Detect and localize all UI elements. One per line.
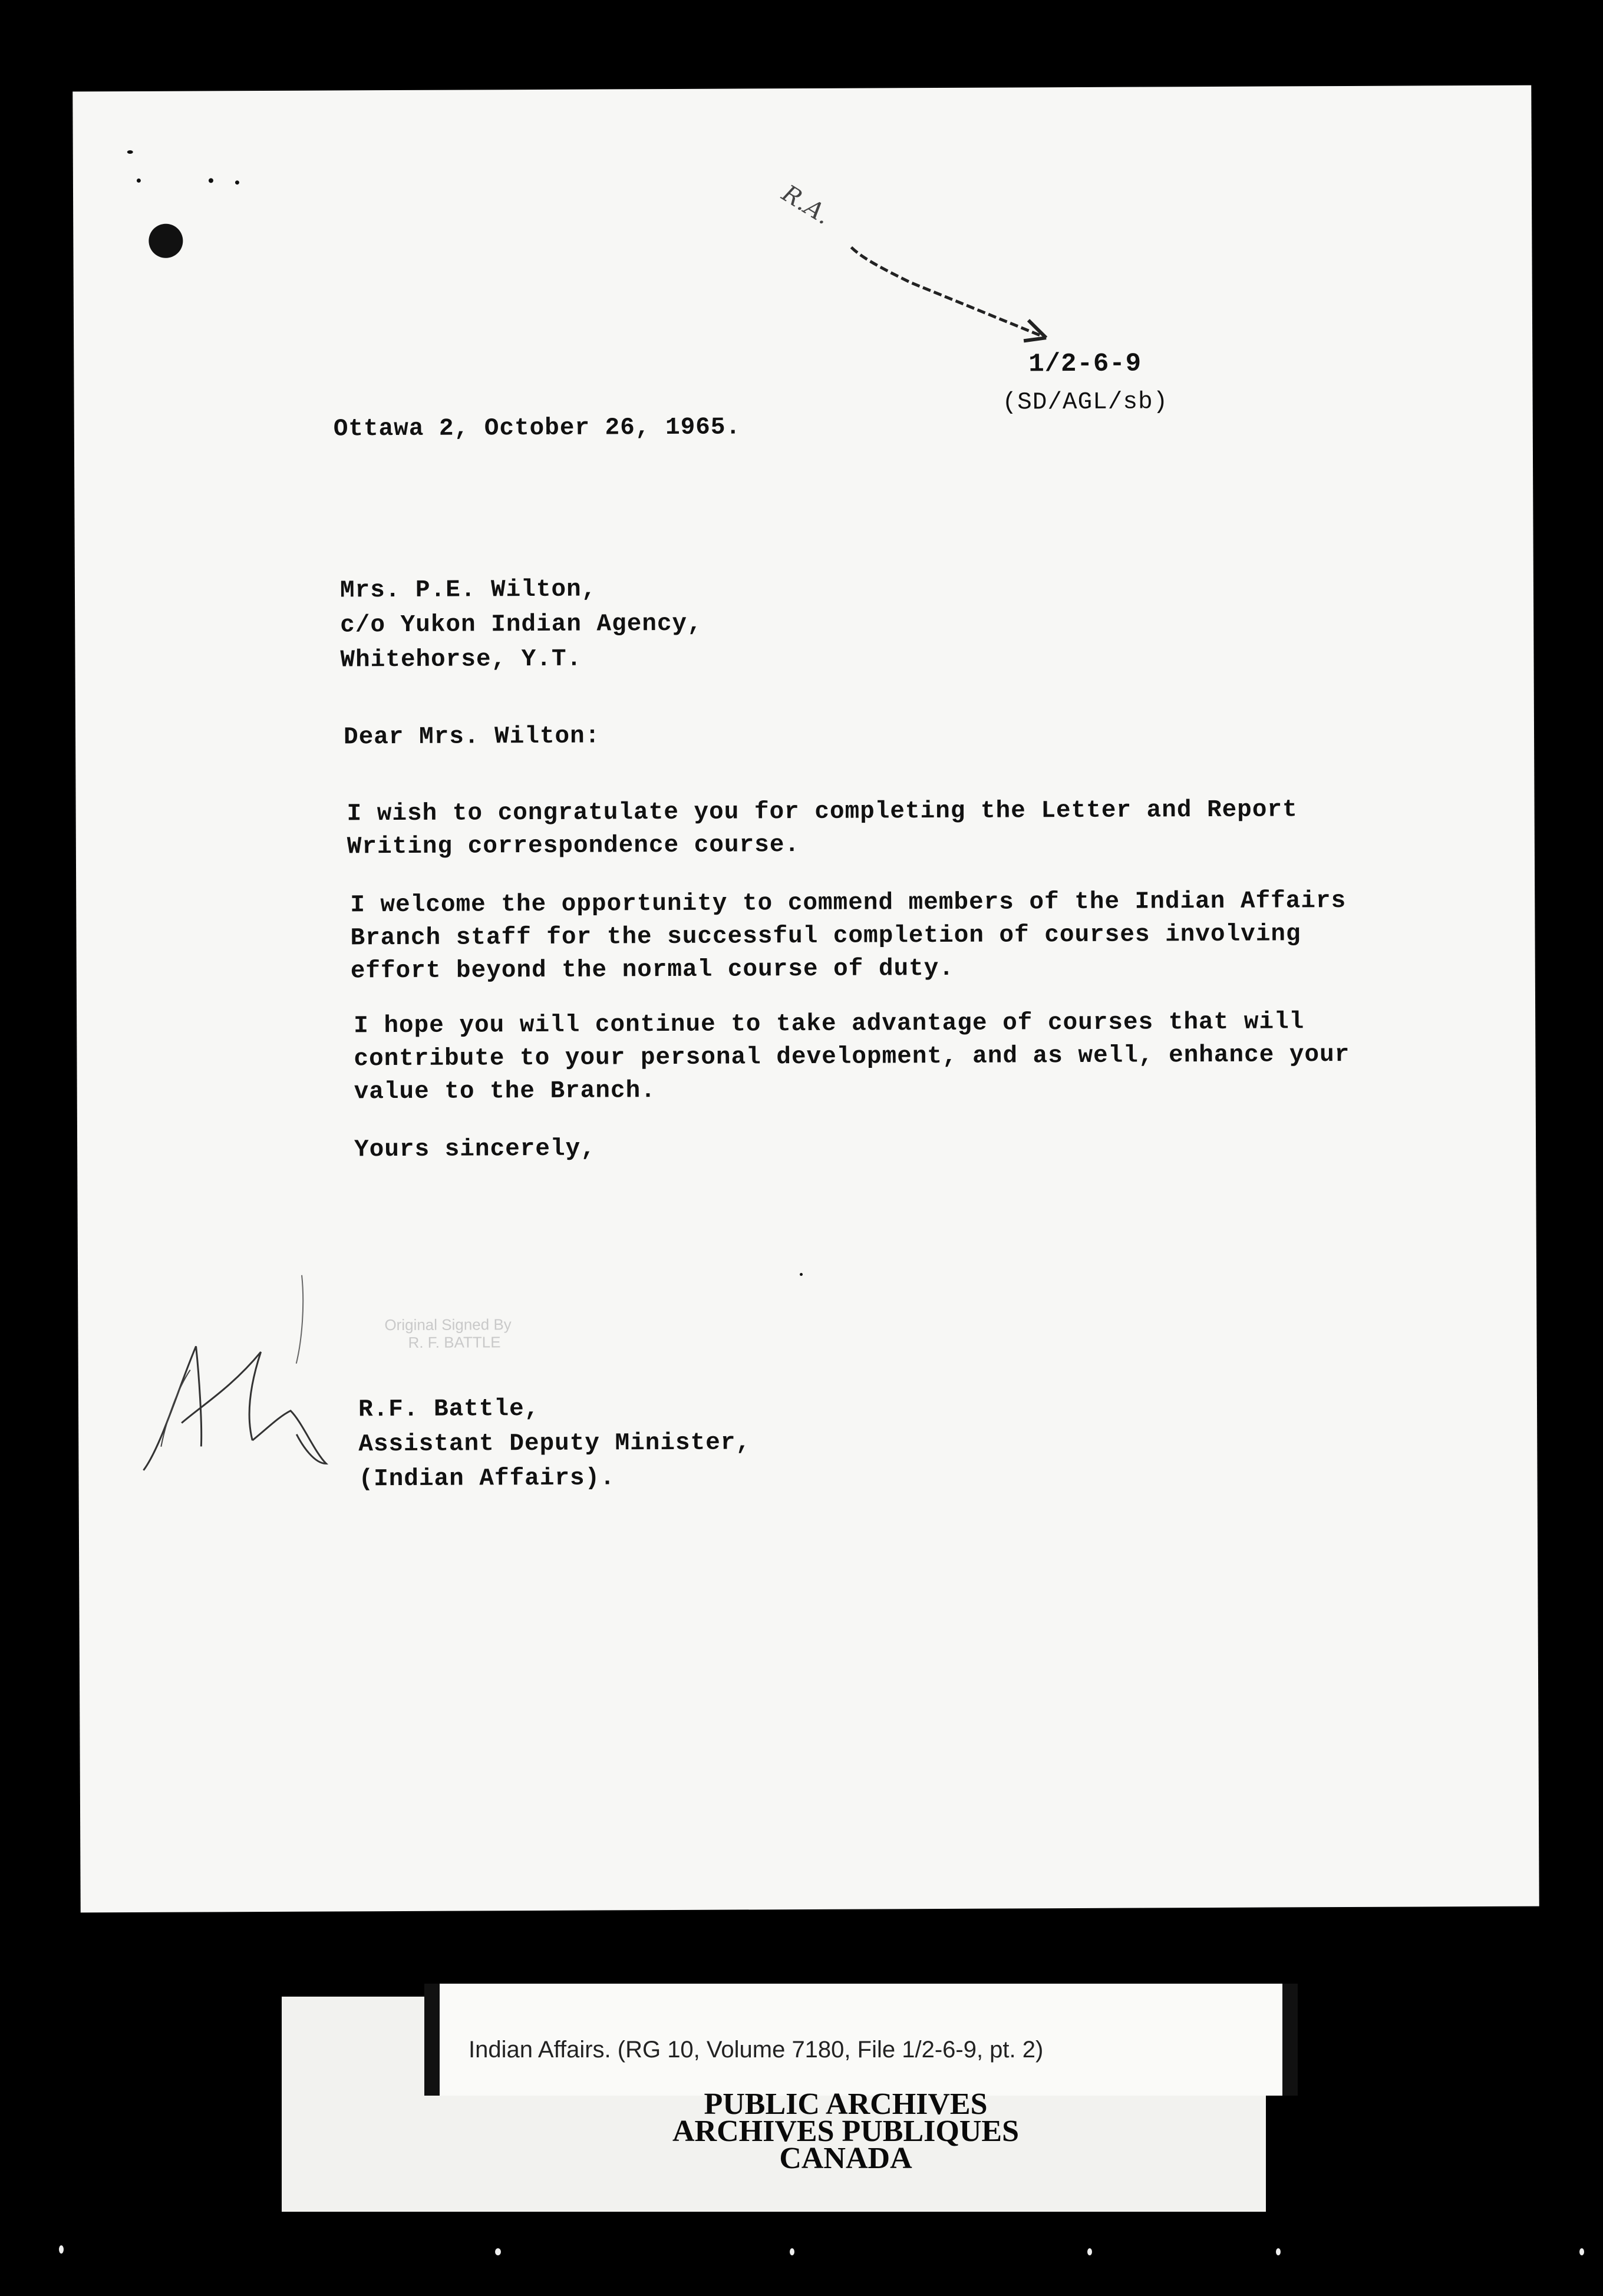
closing: Yours sincerely, [354,1135,596,1164]
signer-block [358,1391,751,1497]
body-paragraph-2 [350,885,1347,988]
signer-name: R.F. Battle, [358,1395,540,1424]
film-speck [1579,2248,1584,2255]
archive-line-1: PUBLIC ARCHIVES [704,2087,988,2121]
film-speck [790,2248,794,2255]
paragraph-line: I welcome the opportunity to commend members of the Indian Affairs [350,887,1347,919]
paragraph-line: I wish to congratulate you for completing the Letter and Report [347,796,1298,828]
recipient-line-3: Whitehorse, Y.T. [340,645,582,674]
archive-line-3: CANADA [779,2142,912,2175]
salutation: Dear Mrs. Wilton: [343,723,601,751]
recipient-address [340,572,702,678]
stamp-line: Original Signed By [384,1315,512,1334]
speck [209,178,213,183]
paragraph-line: Branch staff for the successful completion of courses involving [350,921,1301,952]
paragraph-line: contribute to your personal development, and as well, enhance your [354,1041,1350,1073]
paragraph-line: value to the Branch. [354,1077,656,1106]
speck [127,150,133,154]
archive-stamp [642,2087,1049,2175]
recipient-line-2: c/o Yukon Indian Agency, [340,610,702,639]
film-speck [1087,2248,1092,2255]
signer-department: (Indian Affairs). [358,1464,615,1493]
reference-code: (SD/AGL/sb) [1002,388,1169,417]
handwritten-signature [125,1269,397,1506]
film-speck [495,2248,501,2255]
punch-hole [149,224,183,258]
signature-stamp [384,1315,512,1351]
signer-title: Assistant Deputy Minister, [358,1429,751,1459]
paragraph-line: effort beyond the normal course of duty. [350,955,955,985]
body-paragraph-3 [354,1005,1350,1109]
file-number: 1/2-6-9 [1028,349,1142,380]
date-line: Ottawa 2, October 26, 1965. [333,414,741,443]
film-speck [1276,2248,1281,2255]
archive-reference: Indian Affairs. (RG 10, Volume 7180, File 1/2-6-9, pt. 2) [469,2037,1044,2063]
speck [235,180,239,184]
paragraph-line: I hope you will continue to take advantage of courses that will [354,1008,1305,1040]
archive-line-2: ARCHIVES PUBLIQUES [672,2114,1020,2148]
speck [137,179,141,183]
handwritten-initials: R.A. [777,180,836,230]
film-speck [59,2245,64,2254]
letter-page [72,85,1539,1913]
speck [800,1273,803,1276]
body-paragraph-1 [347,793,1298,863]
stamp-line: R. F. BATTLE [408,1333,501,1351]
recipient-name: Mrs. P.E. Wilton, [339,576,597,605]
paragraph-line: Writing correspondence course. [347,832,800,861]
